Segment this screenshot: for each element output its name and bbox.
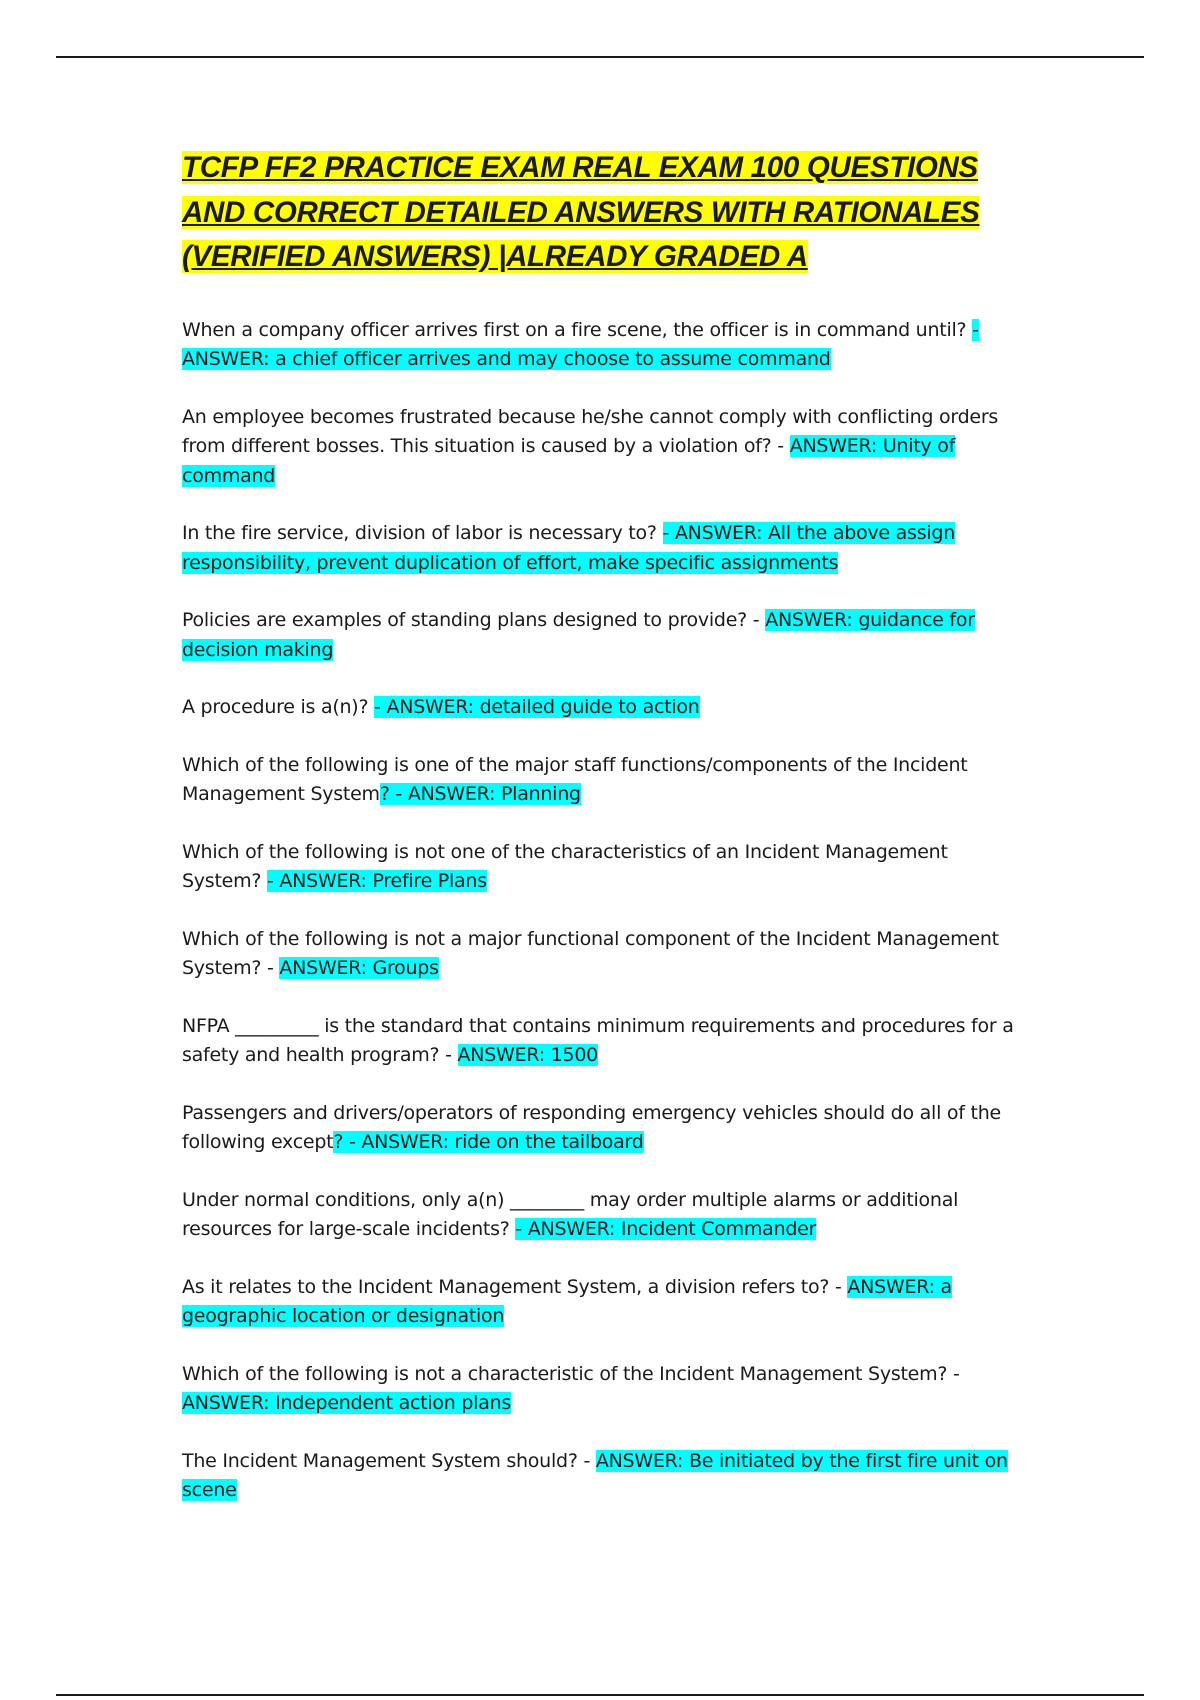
answer-text: - ANSWER: Prefire Plans bbox=[266, 870, 487, 892]
qa-item bbox=[182, 838, 1018, 897]
answer-text: ANSWER: Groups bbox=[279, 957, 439, 979]
answer-text: ANSWER: Be initiated by the first fire unit on scene bbox=[182, 1449, 1008, 1501]
question-text: A procedure is a(n)? bbox=[182, 696, 369, 718]
question-text: Policies are examples of standing plans designed to provide? - bbox=[182, 609, 760, 631]
answer-text: ANSWER: a geographic location or designation bbox=[182, 1275, 952, 1327]
document-body bbox=[182, 146, 1018, 1534]
qa-item bbox=[182, 925, 1018, 984]
question-text: Under normal conditions, only a(n) ________ may order multiple alarms or additional resources for large-scale incidents? bbox=[182, 1188, 959, 1240]
qa-item bbox=[182, 403, 1018, 492]
answer-text: ANSWER: guidance for decision making bbox=[182, 609, 975, 661]
qa-item bbox=[182, 751, 1018, 810]
question-text: When a company officer arrives first on a fire scene, the officer is in command until? bbox=[182, 318, 967, 341]
qa-item bbox=[182, 1447, 1018, 1506]
question-text: The Incident Management System should? - bbox=[182, 1449, 591, 1472]
qa-item bbox=[182, 1099, 1018, 1158]
question-text: Which of the following is one of the major staff functions/components of the Incident Management System bbox=[182, 753, 968, 805]
answer-text: ? - ANSWER: Planning bbox=[379, 783, 581, 805]
question-text: Which of the following is not a characteristic of the Incident Management System? - bbox=[182, 1362, 960, 1385]
question-text: An employee becomes frustrated because he/she cannot comply with conflicting orders from different bosses. This situation is caused by a violation of? - bbox=[182, 405, 999, 457]
qa-item bbox=[182, 519, 1018, 578]
question-text: Passengers and drivers/operators of responding emergency vehicles should do all of the following except bbox=[182, 1101, 1001, 1153]
top-rule bbox=[56, 56, 1144, 58]
qa-item bbox=[182, 1186, 1018, 1245]
qa-item bbox=[182, 1273, 1018, 1332]
question-text: In the fire service, division of labor is necessary to? bbox=[182, 522, 657, 544]
answer-text: - ANSWER: All the above assign responsibility, prevent duplication of effort, make specific assignments bbox=[182, 522, 955, 574]
document-title bbox=[182, 146, 1018, 280]
question-text: NFPA _________ is the standard that contains minimum requirements and procedures for a safety and health program? - bbox=[182, 1014, 1014, 1066]
bottom-rule bbox=[56, 1694, 1144, 1696]
answer-text: ANSWER: 1500 bbox=[457, 1044, 598, 1066]
answer-text: - ANSWER: a chief officer arrives and may choose to assume command bbox=[182, 318, 979, 370]
question-text: As it relates to the Incident Management System, a division refers to? - bbox=[182, 1275, 842, 1298]
qa-item bbox=[182, 1012, 1018, 1071]
qa-item bbox=[182, 1360, 1018, 1419]
question-text: Which of the following is not a major functional component of the Incident Management System? - bbox=[182, 927, 999, 979]
answer-text: - ANSWER: detailed guide to action bbox=[374, 696, 700, 718]
qa-item bbox=[182, 316, 1018, 375]
title-text: TCFP FF2 PRACTICE EXAM REAL EXAM 100 QUESTIONS AND CORRECT DETAILED ANSWERS WITH RATIONALES (VERIFIED ANSWERS) |ALREADY GRADED A bbox=[182, 151, 980, 273]
answer-text: ANSWER: Independent action plans bbox=[182, 1392, 512, 1414]
answer-text: ANSWER: Unity of command bbox=[182, 435, 956, 487]
qa-item bbox=[182, 693, 1018, 723]
qa-item bbox=[182, 606, 1018, 665]
answer-text: ? - ANSWER: ride on the tailboard bbox=[333, 1131, 644, 1153]
answer-text: - ANSWER: Incident Commander bbox=[515, 1218, 817, 1240]
question-text: Which of the following is not one of the characteristics of an Incident Management System? bbox=[182, 840, 948, 892]
